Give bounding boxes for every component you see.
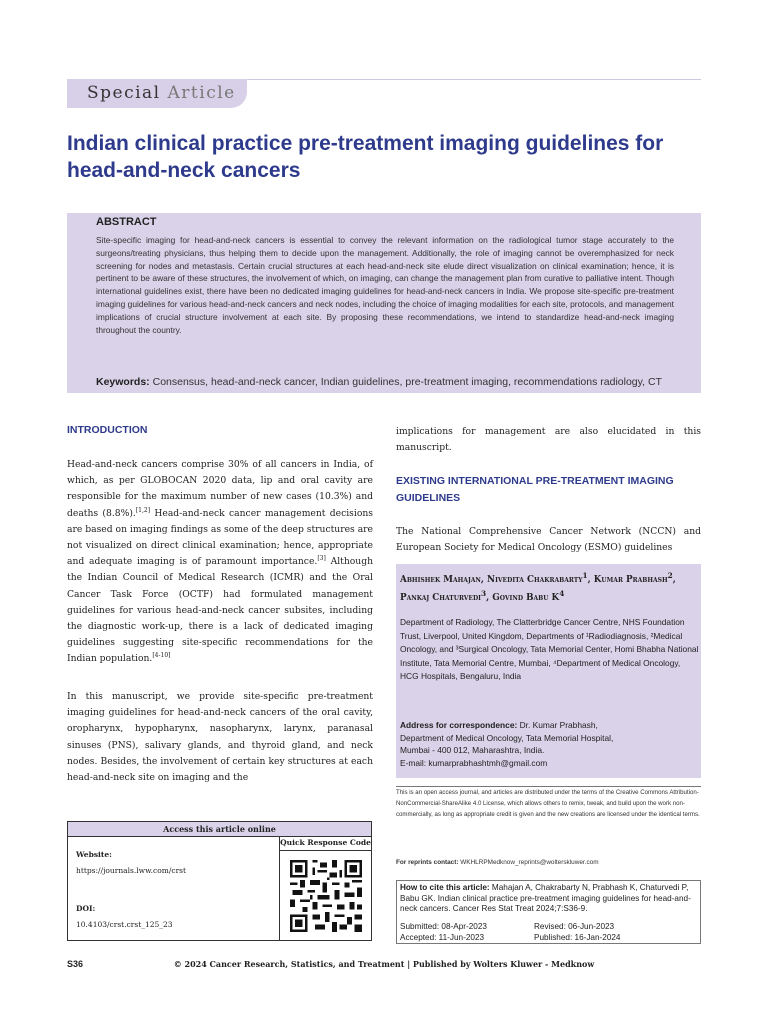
website-label: Website: (76, 850, 112, 859)
abstract-text: Site-specific imaging for head-and-neck cancers is essential to convey the relevant information on the radiological tumor stage accurately to the surgeons/treating physicians, thus helping them to decide upon the management. Additionally, the role of imaging cannot be overemphasized for neck screening for nodes and metastasis. Certain crucial structures at each head-and-neck site elude direct visualization on clinical examination; hence, it is pertinent to be aware of these structures, the involvement of which, on imaging, can change the management plan from curative to palliative intent. Though international guidelines exist, there have been no dedicated imaging guidelines for head-and-neck cancers in India. We propose site-specific pre-treatment imaging guidelines for various head-and-neck cancers and neck nodes, including the choice of imaging modalities for each site, protocols, and management implications of crucial structure involvement at each site. By proposing these recommendations, we intend to standardize head-and-neck imaging throughout the country. (96, 235, 674, 335)
existing-guidelines-heading: EXISTING INTERNATIONAL PRE-TREATMENT IMAGING GUIDELINES (396, 475, 674, 504)
intro-p1-b: Head-and-neck cancer management decisions are based on imaging findings as some of the deep structures are not visualized on direct clinical examination; hence, appropriate and adequate imaging is of paramount importance. (67, 507, 373, 568)
intro-p1-c: Although the Indian Council of Medical Research (ICMR) and the Oral Cancer Task Force (OCTF) had formulated management guidelines for various head-and-neck cancer subsites, including the diagnostic work-up, there is a lack of dedicated imaging guidelines suggesting site-specific recommendations for the Indian population. (67, 556, 374, 665)
intro-paragraph-1 (67, 457, 373, 668)
author-box (396, 564, 701, 778)
introduction-heading: INTRODUCTION (67, 424, 148, 436)
doi-link[interactable]: 10.4103/crst.crst_125_23 (76, 920, 173, 929)
access-divider (279, 836, 280, 940)
abstract-heading: ABSTRACT (96, 216, 157, 228)
correspondence-line: Department of Medical Oncology, Tata Memorial Hospital, (400, 732, 614, 743)
access-header: Access this article online (68, 822, 371, 837)
qr-code-icon[interactable] (290, 860, 362, 932)
cite-label: How to cite this article: (400, 883, 490, 892)
reprints-label: For reprints contact: (396, 859, 459, 866)
author-name-group: , Govind Babu K (486, 593, 560, 604)
keywords-text: Consensus, head-and-neck cancer, Indian guidelines, pre-treatment imaging, recommendations radiology, CT (152, 376, 662, 388)
author-name-group: Abhishek Mahajan, Nivedita Chakrabarty (400, 574, 583, 585)
citation-ref[interactable]: [4-10] (152, 652, 171, 660)
intro-paragraph-2: In this manuscript, we provide site-specific pre-treatment imaging guidelines for head-and-neck cancers of the oral cavity, oropharynx, hypopharynx, nasopharynx, larynx, paranasal sinuses (PNS), salivary glands, and thyroid gland, and neck nodes. Besides, the involvement of certain key structures at each head-and-neck site on imaging and the (67, 691, 373, 784)
citation-ref[interactable]: [1,2] (135, 506, 151, 514)
author-names: Abhishek Mahajan, Nivedita Chakrabarty$^1$, Kumar Prabhash$^2$, Pankaj Chaturvedi$^3$, Govind Babu $K^4$ (400, 571, 676, 604)
citation-ref[interactable]: [3] (317, 555, 326, 563)
keywords (96, 376, 662, 388)
keywords-label: Keywords: (96, 376, 150, 388)
tag-word-1: Special (87, 83, 161, 103)
access-online-box (67, 821, 372, 941)
reprints-contact (396, 857, 701, 868)
accepted-date: Accepted: 11-Jun-2023 (400, 933, 485, 943)
revised-date: Revised: 06-Jun-2023 (534, 922, 615, 931)
existing-guidelines-paragraph: The National Comprehensive Cancer Network (NCCN) and European Society for Medical Oncology (ESMO) guidelines (396, 526, 701, 554)
license-text: This is an open access journal, and articles are distributed under the terms of the Creative Commons Attribution-NonCommercial-ShareAlike 4.0 License, which allows others to remix, tweak, and build upon the work non-commercially, as long as appropriate credit is given and the new creations are licensed under the identical terms. (396, 789, 700, 819)
submitted-date: Submitted: 08-Apr-2023 (400, 922, 487, 931)
how-to-cite-box (396, 880, 701, 944)
correspondence-line: Mumbai - 400 012, Maharashtra, India. (400, 745, 545, 756)
citation-text (400, 883, 698, 915)
abstract-box (67, 213, 701, 393)
correspondence-label: Address for correspondence: (400, 720, 518, 730)
cite-body: Mahajan A, Chakrabarty N, Prabhash K, Chaturvedi P, Babu GK. Indian clinical practice pre-treatment imaging guidelines for head-and-neck cancers. Cancer Res Stat Treat 2024;7:S36-9. (400, 883, 691, 914)
page-number: S36 (67, 959, 84, 969)
correspondence-name: Dr. Kumar Prabhash, (517, 720, 598, 730)
tag-word-2: Article (167, 83, 236, 103)
intro-p1-a: Head-and-neck cancers comprise 30% of all cancers in India, of which, as per GLOBOCAN 2020 data, lip and oral cavity are responsible for the maximum number of new cases (10.3%) and deaths (8.8%). (67, 459, 373, 519)
author-name-group: , Pankaj Chaturvedi (400, 574, 676, 604)
author-affiliations: Department of Radiology, The Clatterbridge Cancer Centre, NHS Foundation Trust, Liverpool, United Kingdom, Departments of ¹Radiodiagnosis, ²Medical Oncology, and ³Surgical Oncology, Tata Memorial Center, Homi Bhabha National Institute, Tata Memorial Centre, Mumbai, ⁴Department of Medical Oncology, HCG Hospitals, Bengaluru, India (400, 617, 699, 681)
correspondence-email[interactable]: E-mail: kumarprabhashtmh@gmail.com (400, 758, 548, 769)
footer-copyright: © 2024 Cancer Research, Statistics, and Treatment | Published by Wolters Kluwer - Medknow (173, 959, 595, 969)
reprints-email[interactable]: WKHLRPMedknow_reprints@wolterskluwer.com (458, 859, 599, 866)
qr-header: Quick Response Code (280, 836, 371, 851)
continued-paragraph: implications for management are also elucidated in this manuscript. (396, 426, 701, 454)
article-dates (400, 921, 698, 943)
published-date: Published: 16-Jan-2024 (534, 933, 621, 943)
article-title: Indian clinical practice pre-treatment imaging guidelines for head-and-neck cancers (67, 132, 664, 182)
website-link[interactable]: https://journals.lww.com/crst (76, 866, 187, 875)
doi-label: DOI: (76, 904, 96, 913)
author-name-group: , Kumar Prabhash (587, 574, 668, 585)
article-type-tag (67, 79, 247, 108)
correspondence-address (400, 719, 700, 770)
